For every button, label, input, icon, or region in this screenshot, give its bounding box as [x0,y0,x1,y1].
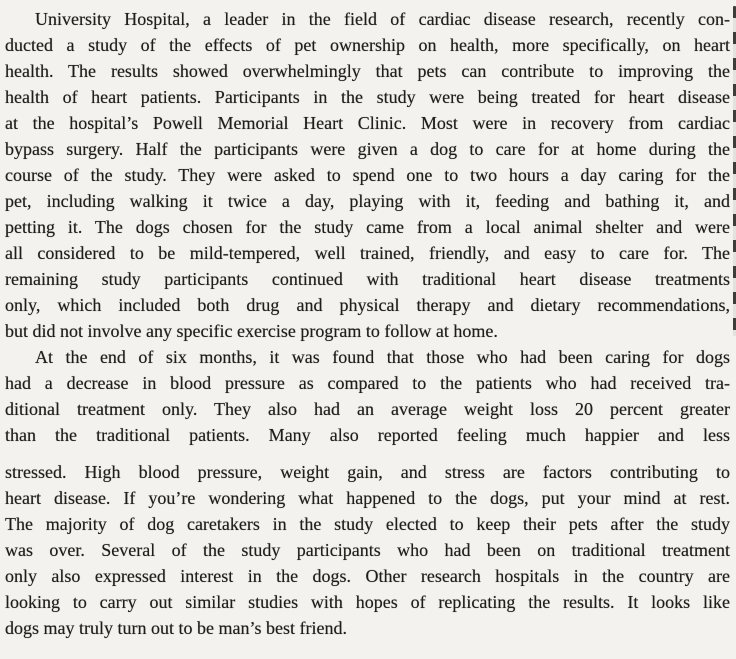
text-line: health of heart patients. Participants in the study were being treated for heart disease [5,87,730,107]
text-line: bypass surgery. Half the participants were given a dog to care for at home during the [5,139,730,159]
text-column [5,6,730,641]
text-line: dogs may truly turn out to be man’s best friend. [5,618,347,638]
text-line: ducted a study of the effects of pet ownership on health, more specifically, on heart [5,35,730,55]
text-line: remaining study participants continued with traditional heart disease treatments [5,269,730,289]
text-line: all considered to be mild-tempered, well trained, friendly, and easy to care for. The [5,243,730,263]
text-line: ditional treatment only. They also had an average weight loss 20 percent greater [5,399,730,419]
text-line: was over. Several of the study participants who had been on traditional treatment [5,540,730,560]
paragraph-2 [5,344,730,448]
text-line: than the traditional patients. Many also reported feeling much happier and less [5,425,730,445]
text-line: heart disease. If you’re wondering what happened to the dogs, put your mind at rest. [5,488,730,508]
text-line: at the hospital’s Powell Memorial Heart Clinic. Most were in recovery from cardiac [5,113,730,133]
text-line: but did not involve any specific exercise program to follow at home. [5,321,498,341]
paragraph-1 [5,6,730,344]
text-line: University Hospital, a leader in the field of cardiac disease research, recently con- [35,9,730,29]
text-line: The majority of dog caretakers in the study elected to keep their pets after the study [5,514,730,534]
text-line: stressed. High blood pressure, weight gain, and stress are factors contributing to [5,462,730,482]
text-line: At the end of six months, it was found that those who had been caring for dogs [35,347,730,367]
text-line: course of the study. They were asked to spend one to two hours a day caring for the [5,165,730,185]
text-line: health. The results showed overwhelmingly that pets can contribute to improving the [5,61,730,81]
text-line: looking to carry out similar studies with hopes of replicating the results. It looks like [5,592,730,612]
text-line: pet, including walking it twice a day, playing with it, feeding and bathing it, and [5,191,730,211]
text-line: had a decrease in blood pressure as compared to the patients who had received tra- [5,373,730,393]
paragraph-3 [5,459,730,641]
text-line: only also expressed interest in the dogs. Other research hospitals in the country are [5,566,730,586]
text-line: petting it. The dogs chosen for the study came from a local animal shelter and were [5,217,730,237]
text-line: only, which included both drug and physical therapy and dietary recommendations, [5,295,730,315]
